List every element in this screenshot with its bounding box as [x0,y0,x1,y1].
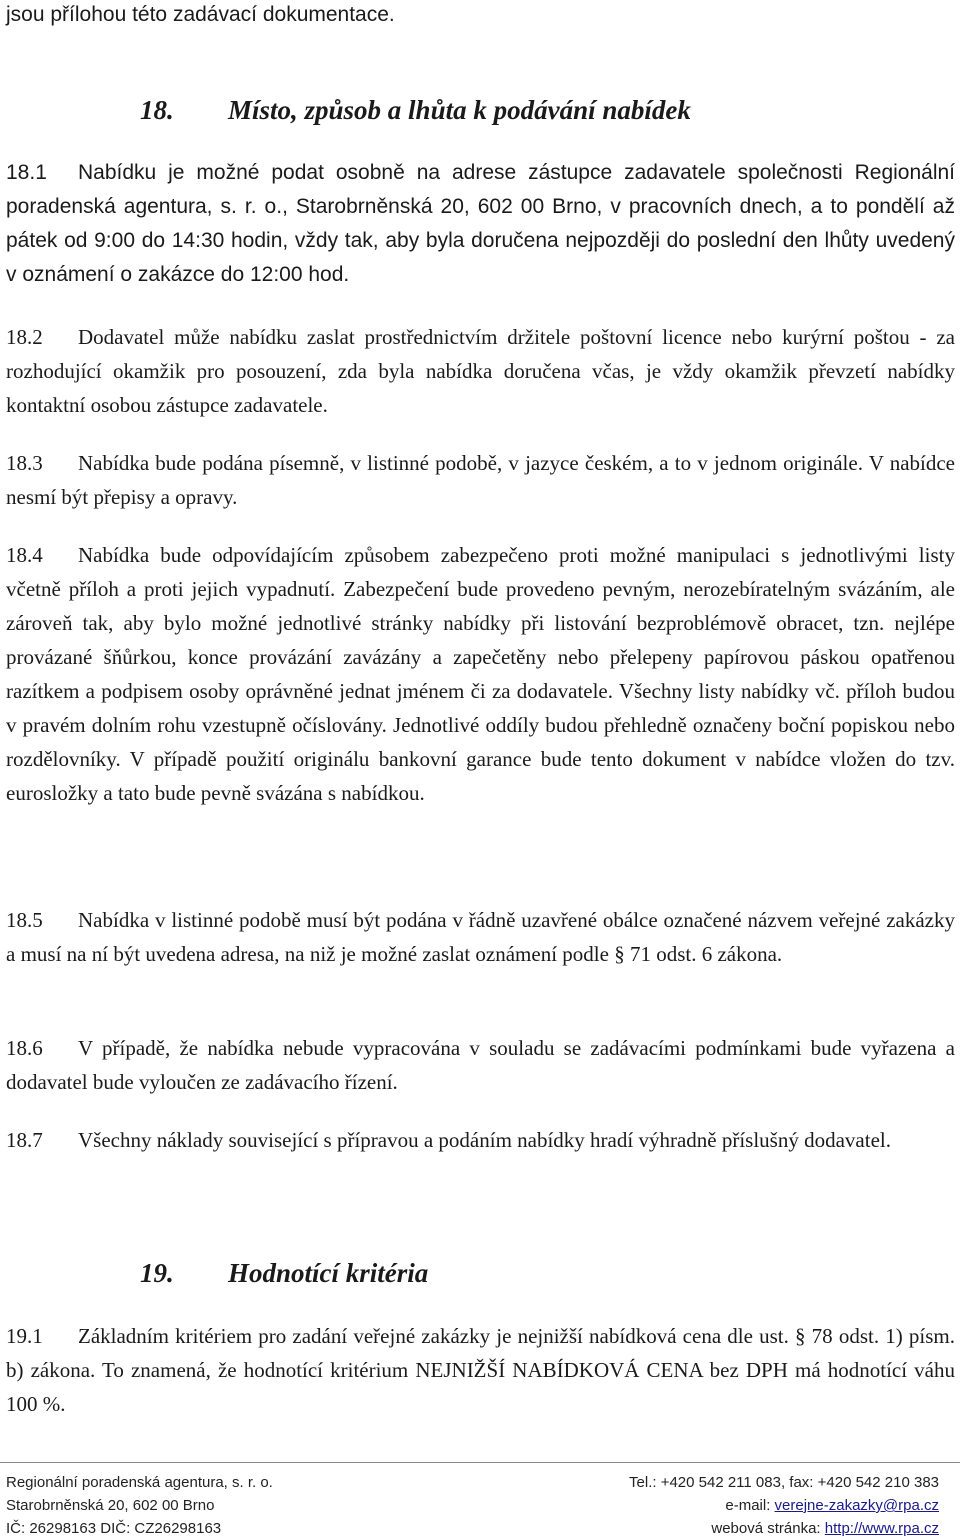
section-19-number: 19. [140,1258,174,1288]
paragraph-number: 18.7 [6,1128,43,1152]
footer-company: Regionální poradenská agentura, s. r. o. [6,1474,273,1491]
paragraph-text: V případě, že nabídka nebude vypracována v souladu se zadávacími podmínkami bude vyřazena a dodavatel bude vyloučen ze zadávacího řízení. [6,1036,955,1094]
paragraph-18-4 [6,538,955,810]
paragraph-number: 18.3 [6,451,43,475]
footer-right [629,1471,939,1540]
paragraph-18-5 [6,903,955,971]
footer-email-row [629,1494,939,1517]
paragraph-number: 18.1 [6,161,47,184]
footer-web-row [629,1517,939,1540]
paragraph-text: Dodavatel může nabídku zaslat prostřednictvím držitele poštovní licence nebo kurýrní poštou - za rozhodující okamžik pro posouzení, zda byla nabídka doručena včas, je vždy okamžik převzetí nabídky kontaktní osobou zástupce zadavatele. [6,325,955,417]
intro-line: jsou přílohou této zadávací dokumentace. [6,3,395,26]
paragraph-text: Nabídka bude podána písemně, v listinné podobě, v jazyce českém, a to v jednom originále. V nabídce nesmí být přepisy a opravy. [6,451,955,509]
section-18-title: Místo, způsob a lhůta k podávání nabídek [228,95,691,125]
paragraph-text: Nabídka bude odpovídajícím způsobem zabezpečeno proti možné manipulaci s jednotlivými listy včetně příloh a proti jejich vypadnutí. Zabezpečení bude provedeno pevným, nerozebíratelným svázáním, ale zároveň tak, aby bylo možné jednotlivé stránky nabídky při listování bezproblémově obracet, tzn. nejlépe provázané šňůrkou, konce provázání zavázány a zapečetěny nebo přelepeny papírovou páskou opatřenou razítkem a podpisem osoby oprávněné jednat jménem či za dodavatele. Všechny listy nabídky vč. příloh budou v pravém dolním rohu vzestupně očíslovány. Jednotlivé oddíly budou přehledně označeny boční popiskou nebo rozdělovníky. V případě použití originálu bankovní garance bude tento dokument v nabídce vložen do tzv. eurosložky a tato bude pevně svázána s nabídkou. [6,543,955,805]
footer-web-label: webová stránka: [711,1520,825,1537]
paragraph-18-3 [6,446,955,514]
paragraph-text: Základním kritériem pro zadání veřejné zakázky je nejnižší nabídková cena dle ust. § 78 odst. 1) písm. b) zákona. To znamená, že hodnotící kritérium NEJNIŽŠÍ NABÍDKOVÁ CENA bez DPH má hodnotící váhu 100 %. [6,1324,955,1416]
footer-web-link[interactable]: http://www.rpa.cz [824,1520,939,1537]
paragraph-text: Nabídku je možné podat osobně na adrese zástupce zadavatele společnosti Regionální poradenská agentura, s. r. o., Starobrněnská 20, 602 00 Brno, v pracovních dnech, a to pondělí až pátek od 9:00 do 14:30 hodin, vždy tak, aby byla doručena nejpozději do poslední den lhůty uvedený v oznámení o zakázce do 12:00 hod. [6,161,955,286]
paragraph-number: 18.5 [6,908,43,932]
paragraph-18-6 [6,1031,955,1099]
paragraph-number: 18.6 [6,1036,43,1060]
section-18-number: 18. [140,95,174,125]
paragraph-18-7 [6,1123,955,1157]
footer-phone: Tel.: +420 542 211 083, fax: +420 542 210 383 [629,1474,939,1491]
footer-email-link[interactable]: verejne-zakazky@rpa.cz [774,1497,939,1514]
paragraph-18-1 [6,156,955,292]
paragraph-number: 18.4 [6,543,43,567]
section-19-title: Hodnotící kritéria [228,1258,429,1288]
footer-ids: IČ: 26298163 DIČ: CZ26298163 [6,1520,222,1537]
paragraph-text: Nabídka v listinné podobě musí být podána v řádně uzavřené obálce označené názvem veřejné zakázky a musí na ní být uvedena adresa, na niž je možné zaslat oznámení podle § 71 odst. 6 zákona. [6,908,955,966]
footer-address: Starobrněnská 20, 602 00 Brno [6,1497,215,1514]
footer-email-label: e-mail: [725,1497,775,1514]
paragraph-number: 19.1 [6,1324,43,1348]
footer-left [6,1471,273,1540]
paragraph-18-2 [6,320,955,422]
paragraph-number: 18.2 [6,325,43,349]
paragraph-19-1 [6,1319,955,1421]
page-footer [0,1462,960,1540]
paragraph-text: Všechny náklady související s přípravou a podáním nabídky hradí výhradně příslušný dodavatel. [78,1128,891,1152]
